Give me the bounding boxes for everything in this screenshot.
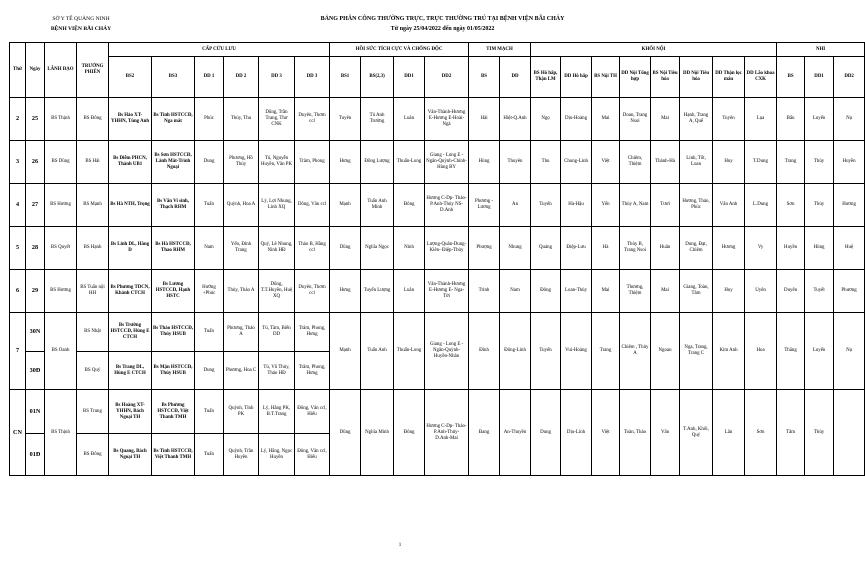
roster-cell: Bs Sơn HSTCCĐ, Lành Mắt-Trình Ngoại	[152, 141, 195, 184]
roster-cell: Thủy	[805, 390, 834, 476]
col-truong-phien: TRƯỞNG PHIÊN	[77, 43, 109, 98]
subheader-cell: DD 3	[295, 57, 330, 98]
roster-cell: Giang - Long E - Ngân-Quỳnh-Huyền-Nhân	[425, 313, 469, 390]
roster-cell: Đông-Linh	[500, 313, 531, 390]
roster-cell: Kim Anh	[713, 313, 745, 390]
roster-cell: Bs Hà NTH, Trọng	[109, 184, 152, 227]
group-tim-mach: TIM MẠCH	[469, 43, 531, 57]
roster-cell: L.Dung	[745, 184, 777, 227]
subheader-cell: BS1	[330, 57, 361, 98]
roster-cell: Sơn	[745, 390, 777, 476]
roster-cell: Huyền	[834, 141, 865, 184]
roster-cell: Hưng	[330, 141, 361, 184]
roster-cell: Thu	[531, 141, 561, 184]
roster-cell: Việt	[592, 390, 620, 476]
roster-cell: Vân	[651, 390, 680, 476]
leader-cell: BS Hương	[45, 270, 77, 313]
shift-head-cell: BS Tuấn nội HH	[77, 270, 109, 313]
roster-cell: Bẩu	[777, 98, 805, 141]
roster-cell: Tú, Nguyễn Huyền, Vân PK	[259, 141, 295, 184]
subheader-cell: BS	[777, 57, 805, 98]
roster-cell: Phương - Lương	[469, 184, 500, 227]
roster-cell: Thành-Hà	[651, 141, 680, 184]
day-of-week-cell: 7	[10, 313, 26, 390]
roster-cell: Huyền	[777, 227, 805, 270]
roster-cell: Thúy, Thu	[224, 98, 259, 141]
roster-cell: Giang - Long E - Ngân-Quỳnh-Chính-Hùng BY	[425, 141, 469, 184]
roster-cell: Dịu-Linh	[561, 390, 592, 476]
roster-cell: Bs Hoàng XT-YHHN, Bách Ngoại TH	[109, 390, 152, 434]
roster-cell: Hương, Thảo, Phúc	[680, 184, 713, 227]
roster-cell: Hạnh, Trang A, Quế	[680, 98, 713, 141]
subheader-cell: DD Thận lọc máu	[713, 57, 745, 98]
roster-cell: Thuyên	[500, 141, 531, 184]
roster-cell: Mai	[592, 98, 620, 141]
roster-cell: Chiêm, Thiệm	[620, 141, 651, 184]
leader-cell: BS Dũng	[45, 141, 77, 184]
roster-cell: Đông	[394, 390, 425, 476]
roster-cell: Bs Mận HSTCCĐ, Thúy HSUB	[152, 352, 195, 390]
roster-cell: Hải	[469, 98, 500, 141]
roster-cell: Phương	[834, 270, 865, 313]
table-row	[10, 390, 865, 434]
subheader-cell: DD1	[805, 57, 834, 98]
roster-cell: Đình	[469, 313, 500, 390]
roster-cell: Trang	[777, 141, 805, 184]
roster-cell: Huân	[651, 227, 680, 270]
roster-cell: Loan-Thủy	[561, 270, 592, 313]
roster-cell: Duyên, Thơm ccl	[295, 270, 330, 313]
roster-cell: Mai	[651, 270, 680, 313]
subheader-cell: DD 3	[259, 57, 295, 98]
roster-cell: Dịu-Hoàng	[561, 98, 592, 141]
date-cell: 28	[26, 227, 45, 270]
roster-cell: Hiệt-Q.Anh	[500, 98, 531, 141]
roster-cell: Lý, Hằng PK, B.T.Trang	[259, 390, 295, 434]
col-lanh-dao: LÃNH ĐẠO	[45, 43, 77, 98]
roster-cell: Hùng	[469, 141, 500, 184]
leader-cell: BS Oanh	[45, 313, 77, 390]
roster-cell: Dung, Đạt, Chiêm	[680, 227, 713, 270]
roster-cell: Mai	[651, 98, 680, 141]
col-ngay: Ngày	[26, 43, 45, 98]
roster-cell: Thủy	[805, 141, 834, 184]
roster-cell: Bs Hà HSTCCĐ, Thao RHM	[152, 227, 195, 270]
roster-cell: Bs Linh DL, Hằng D	[109, 227, 152, 270]
roster-cell: Quỳnh, Trần Huyền	[224, 434, 259, 476]
roster-cell: Doan, Trang Nsoi	[620, 98, 651, 141]
roster-cell: Dung	[531, 390, 561, 476]
day-of-week-cell: 6	[10, 270, 26, 313]
roster-cell: Yến, Đình Trang	[224, 227, 259, 270]
roster-cell: Bs Văn Vi sinh, Thạch RHM	[152, 184, 195, 227]
roster-cell: Việt	[592, 141, 620, 184]
roster-cell: Bs Lương HSTCCĐ, Hạnh HSTC	[152, 270, 195, 313]
roster-cell: Tuấn Anh	[361, 313, 394, 390]
roster-cell: Hà	[592, 227, 620, 270]
date-cell: 29	[26, 270, 45, 313]
roster-cell: Hương	[834, 184, 865, 227]
leader-cell: BS Thịnh	[45, 390, 77, 476]
subheader-cell: DD Nội Tiêu hóa	[680, 57, 713, 98]
roster-cell: Quỳnh, Tỉnh PK	[224, 390, 259, 434]
roster-cell: Yến	[592, 184, 620, 227]
roster-cell: Đang	[469, 390, 500, 476]
roster-cell: Lý, Hằng, Ngọc Huyền	[259, 434, 295, 476]
roster-cell: Tú, Tâm, Biển DD	[259, 313, 295, 352]
table-row	[10, 141, 865, 184]
roster-cell: Trâm, Phong	[295, 141, 330, 184]
date-cell-night: 01N	[26, 390, 45, 434]
roster-cell: Bs Thảo HSTCCĐ, Thúy HSUB	[152, 313, 195, 352]
roster-cell: Sơn	[777, 184, 805, 227]
roster-cell: Nụ	[834, 98, 865, 141]
roster-cell: Nụ	[834, 313, 865, 390]
roster-cell: Tuyến	[531, 184, 561, 227]
roster-cell: An-Thuyền	[500, 390, 531, 476]
group-nhi: NHI	[777, 43, 865, 57]
roster-cell: Nam	[195, 227, 224, 270]
shift-head-cell: BS Mạnh	[77, 184, 109, 227]
roster-cell: T.Anh, Khôi, Quý	[680, 390, 713, 476]
roster-cell: Vân-Thành-Hương E-Hương E-Hoài- Ngà	[425, 98, 469, 141]
roster-cell: Dung	[195, 352, 224, 390]
roster-cell: Thùy A, Nam	[620, 184, 651, 227]
roster-cell: Bs Trang DL, Hùng E CTCH	[109, 352, 152, 390]
roster-cell: Luyến	[805, 313, 834, 390]
roster-cell: Đông, Vân ccl, Hiếu	[295, 434, 330, 476]
roster-cell: Dũng	[330, 390, 361, 476]
date-cell: 25	[26, 98, 45, 141]
shift-head-cell: BS Hải	[77, 141, 109, 184]
roster-cell: Bs Tình HSTCCĐ, Nga mắt	[152, 98, 195, 141]
roster-cell: Bs Phương TDCN, Khánh CTCH	[109, 270, 152, 313]
table-row	[10, 313, 865, 352]
roster-cell: Tuấn	[195, 313, 224, 352]
roster-cell: Tuấn Anh Minh	[361, 184, 394, 227]
roster-cell: Tú, Vũ Thủy, Thảo HĐ	[259, 352, 295, 390]
roster-cell: Vui-Hoàng	[561, 313, 592, 390]
subheader-cell: BS Hô hấp, Thận LM	[531, 57, 561, 98]
subheader-cell: DD2	[834, 57, 865, 98]
roster-cell: Đông	[394, 184, 425, 227]
day-of-week-cell: 2	[10, 98, 26, 141]
roster-cell: Tú Anh Trường	[361, 98, 394, 141]
roster-cell: Bs Hảo XT-YHHN, Tùng Anh	[109, 98, 152, 141]
roster-cell: Quỳnh, Hoa A	[224, 184, 259, 227]
subheader-cell: DD	[500, 57, 531, 98]
subheader-cell: DD1	[394, 57, 425, 98]
day-of-week-cell: CN	[10, 390, 26, 476]
roster-cell: Bs Diễm PHCN, Thành UB1	[109, 141, 152, 184]
roster-cell: Trâm, Phong, Hưng	[295, 313, 330, 352]
leader-cell: BS Hương	[45, 184, 77, 227]
roster-cell: Dũng, Trần Trang, Thư CNK	[259, 98, 295, 141]
table-row	[10, 227, 865, 270]
group-cap-cuu: CẤP CỨU LƯU	[109, 43, 330, 57]
subheader-cell: DD 2	[224, 57, 259, 98]
roster-cell: Luyến	[805, 98, 834, 141]
roster-cell: Nga, Trang, Trang C	[680, 313, 713, 390]
table-row	[10, 270, 865, 313]
subheader-cell: BS	[469, 57, 500, 98]
roster-cell: Trinh	[469, 270, 500, 313]
roster-cell: Đông	[531, 270, 561, 313]
subheader-cell: DD Nội Tổng hợp	[620, 57, 651, 98]
roster-cell: Thuấn-Long	[394, 313, 425, 390]
roster-cell: Tuấn	[195, 390, 224, 434]
group-khoi-noi: KHỐI NỘI	[531, 43, 777, 57]
roster-cell: Thùy B, Trang Nsoi	[620, 227, 651, 270]
shift-head-cell: BS Đông	[77, 434, 109, 476]
col-thu: Thứ	[10, 43, 26, 98]
roster-cell: Phúc	[195, 98, 224, 141]
roster-cell: Hùng	[805, 227, 834, 270]
roster-cell: Tâm	[777, 390, 805, 476]
roster-cell: Lân	[713, 390, 745, 476]
roster-cell: Dũng	[330, 227, 361, 270]
roster-table	[9, 42, 865, 476]
subheader-cell: DD Hô hấp	[561, 57, 592, 98]
roster-cell: Phượng	[469, 227, 500, 270]
roster-cell: Mạnh	[330, 313, 361, 390]
roster-cell: Uyên	[745, 270, 777, 313]
roster-cell: Giang, Toàn, Tâm	[680, 270, 713, 313]
roster-cell: Nghĩa Minh	[361, 390, 394, 476]
table-row	[10, 184, 865, 227]
subheader-cell: DD Lão khoa CXK	[745, 57, 777, 98]
roster-cell: Bs Tình HSTCCĐ, Việt Thanh TMH	[152, 434, 195, 476]
roster-cell: Hoa	[745, 313, 777, 390]
table-row	[10, 98, 865, 141]
org-line-1: SỞ Y TẾ QUẢNG NINH	[52, 16, 110, 22]
day-of-week-cell: 3	[10, 141, 26, 184]
day-of-week-cell: 4	[10, 184, 26, 227]
leader-cell: BS Thịnh	[45, 98, 77, 141]
date-cell-day: 01Đ	[26, 434, 45, 476]
date-cell: 26	[26, 141, 45, 184]
roster-cell: Hương C-Dp- Thảo-P.Anh-Thủy- D.Anh-Mai	[425, 390, 469, 476]
roster-cell: Vy	[745, 227, 777, 270]
roster-cell: Chiêm , Thủy A	[620, 313, 651, 390]
subheader-cell: BS2	[109, 57, 152, 98]
roster-cell: Thủy, Thảo A	[224, 270, 259, 313]
roster-cell: Ngọ	[531, 98, 561, 141]
roster-cell: Nhung	[500, 227, 531, 270]
org-line-2: BỆNH VIỆN BÃI CHÁY	[50, 26, 112, 32]
roster-cell: Nghĩa Ngọc	[361, 227, 394, 270]
roster-cell: Đông, Vân ccl, Hiếu	[295, 390, 330, 434]
roster-cell: Thắng	[777, 313, 805, 390]
roster-cell: Tuyên	[713, 98, 745, 141]
roster-cell: An	[500, 184, 531, 227]
date-cell-day: 30Đ	[26, 352, 45, 390]
date-cell-night: 30N	[26, 313, 45, 352]
roster-cell: Thuấn-Long	[394, 141, 425, 184]
leader-cell: BS Quyết	[45, 227, 77, 270]
roster-cell: Thảo B, Hằng ccl	[295, 227, 330, 270]
roster-cell: Bs Phương HSTCCĐ, Việt Thanh TMH	[152, 390, 195, 434]
shift-head-cell: BS Đông	[77, 98, 109, 141]
roster-cell: Lụa	[745, 98, 777, 141]
roster-cell: Điệp-Lưu	[561, 227, 592, 270]
roster-cell: Mạnh	[330, 184, 361, 227]
subheader-cell: BS(2,3)	[361, 57, 394, 98]
roster-cell: Thương, Thiệm	[620, 270, 651, 313]
subheader-cell: DD2	[425, 57, 469, 98]
shift-head-cell: BS Hạnh	[77, 227, 109, 270]
roster-cell: Phương, Hồ Thúy	[224, 141, 259, 184]
header-title-block	[225, 14, 660, 34]
roster-cell: Luân	[394, 98, 425, 141]
roster-cell: Linh, Tốt, Loan	[680, 141, 713, 184]
roster-cell: Duyên, Thơm ccl	[295, 98, 330, 141]
roster-cell: Trang	[592, 313, 620, 390]
subheader-cell: BS Nội TH	[592, 57, 620, 98]
roster-cell: Huy	[713, 270, 745, 313]
roster-cell: Huệ	[834, 227, 865, 270]
roster-cell: Dông, Vân ccl	[295, 184, 330, 227]
shift-head-cell: BS Quý	[77, 352, 109, 390]
roster-cell: Duyên	[777, 270, 805, 313]
roster-cell: Tuấn	[195, 184, 224, 227]
roster-cell: Hương	[713, 227, 745, 270]
day-of-week-cell: 5	[10, 227, 26, 270]
roster-cell: Bs Quang, Bách Ngoại TH	[109, 434, 152, 476]
roster-cell: Đồng Lượng	[361, 141, 394, 184]
group-hoi-suc: HỒI SỨC TÍCH CỰC VÀ CHỐNG ĐỘC	[330, 43, 469, 57]
roster-cell: Ngoan	[651, 313, 680, 390]
roster-cell: Phương, Thảo A	[224, 313, 259, 352]
roster-cell: Hướng +Phúc	[195, 270, 224, 313]
roster-cell: Tuyến	[531, 313, 561, 390]
roster-cell: Lý, Lợi Nhung, Linh XQ	[259, 184, 295, 227]
roster-cell	[834, 390, 865, 476]
roster-cell: Dung	[195, 141, 224, 184]
header-left	[26, 14, 136, 34]
page-number: 1	[398, 543, 402, 548]
roster-cell: Lượng-Quân-Dung-Kiên- Điệp-Thủy	[425, 227, 469, 270]
roster-cell: Quảng	[531, 227, 561, 270]
shift-head-cell: BS Nhật	[77, 313, 109, 352]
roster-cell: Chung-Linh	[561, 141, 592, 184]
roster-cell: Quý, Lê Nhung, Ninh HĐ	[259, 227, 295, 270]
roster-cell: Hương C-Dp- Thảo-P.Anh-Thủy NS-D.Anh	[425, 184, 469, 227]
roster-cell: Tươi	[651, 184, 680, 227]
roster-cell: Trâm, Phong, Hưng	[295, 352, 330, 390]
roster-cell: Toàn, Thảo	[620, 390, 651, 476]
roster-cell: Tuyến Lượng	[361, 270, 394, 313]
subheader-cell: BS3	[152, 57, 195, 98]
roster-cell: Luân	[394, 270, 425, 313]
roster-cell: Bs Trường HSTCCĐ, Hùng E CTCH	[109, 313, 152, 352]
roster-cell: Thùy	[805, 184, 834, 227]
roster-cell: Nam	[500, 270, 531, 313]
page-subtitle: Từ ngày 25/04/2022 đến ngày 01/05/2022	[390, 26, 495, 32]
roster-cell: Tuyên	[330, 98, 361, 141]
roster-cell: Hà-Hậu	[561, 184, 592, 227]
roster-cell: Vân Anh	[713, 184, 745, 227]
roster-cell: Ninh	[394, 227, 425, 270]
roster-cell: Huy	[713, 141, 745, 184]
roster-cell: Vân-Thành-Hương E-Hương E- Nga- Tời	[425, 270, 469, 313]
subheader-cell: BS Nội Tiêu hóa	[651, 57, 680, 98]
roster-cell: Mai	[592, 270, 620, 313]
shift-head-cell: BS Trung	[77, 390, 109, 434]
date-cell: 27	[26, 184, 45, 227]
roster-cell: Tuyết	[805, 270, 834, 313]
roster-cell: Tuấn	[195, 434, 224, 476]
subheader-cell: DD 1	[195, 57, 224, 98]
page-title: BẢNG PHÂN CÔNG THƯỜNG TRỰC, TRỰC THƯỜNG TRÚ TẠI BỆNH VIỆN BÃI CHÁY	[320, 16, 565, 22]
roster-cell: Dũng, T.T.Huyền, Huệ XQ	[259, 270, 295, 313]
roster-cell: Phương, Hoa C	[224, 352, 259, 390]
roster-cell: T.Dung	[745, 141, 777, 184]
subheader-row	[10, 57, 865, 98]
roster-cell: Hưng	[330, 270, 361, 313]
